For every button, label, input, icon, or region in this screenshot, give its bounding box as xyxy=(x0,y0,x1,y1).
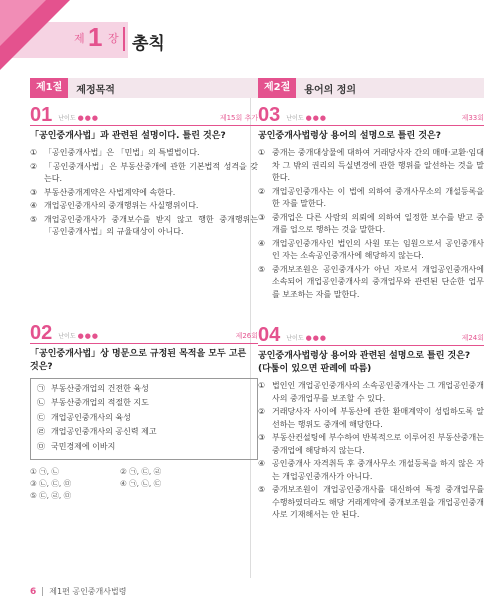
option-text: 개업공인중개사의 중개행위는 사실행위이다. xyxy=(44,201,199,210)
box-item-letter: ㉢ xyxy=(37,412,45,422)
box-item xyxy=(37,441,251,454)
box-item-text: 개업공인중개사의 육성 xyxy=(51,412,131,422)
option xyxy=(30,214,258,239)
chapter-title: 총칙 xyxy=(132,34,165,54)
option-number: ④ xyxy=(258,459,266,468)
option-text: 중개업은 다른 사람의 의뢰에 의하여 일정한 보수를 받고 중개를 업으로 행하는 것을 말한다. xyxy=(272,212,484,234)
box-item-text: 개업공인중개사의 공신력 제고 xyxy=(51,427,157,436)
option-text: 「공인중개사법」은 「민법」의 특별법이다. xyxy=(44,148,200,157)
question-header xyxy=(30,322,258,344)
spacer xyxy=(30,240,258,322)
difficulty-label: 난이도 xyxy=(286,335,304,342)
chapter-separator xyxy=(123,27,125,51)
question-text: 「공인중개사법」과 관련된 설명이다. 틀린 것은? xyxy=(30,131,226,141)
option xyxy=(258,380,484,405)
option xyxy=(30,147,258,160)
question-02 xyxy=(30,322,258,503)
option-text: 부동산컨설팅에 부수하여 반복적으로 이루어진 부동산중개는 중개업에 해당하지 않는다. xyxy=(272,433,484,455)
option-text: 개업공인중개사가 중개보수를 받지 않고 행한 중개행위는 「공인중개사법」의 규율대상이 아니다. xyxy=(44,214,258,236)
box-item xyxy=(37,397,251,410)
question-header xyxy=(258,104,484,126)
option-text: 공인중개사 자격취득 후 중개사무소 개설등록을 하지 않은 자는 개업공인중개사가 아니다. xyxy=(272,459,484,481)
box-item xyxy=(37,383,251,396)
answer-choice: ③ ㉡, ㉢, ㉤ xyxy=(30,479,72,488)
question-01 xyxy=(30,104,258,239)
question-text: 「공인중개사법」상 명문으로 규정된 목적을 모두 고른 것은? xyxy=(30,348,247,372)
question-number: 01 xyxy=(30,104,53,126)
option-number: ② xyxy=(30,161,38,171)
option xyxy=(30,187,258,200)
option-number: ⑤ xyxy=(258,485,266,494)
answer-choice: ① ㉠, ㉡ xyxy=(30,467,59,476)
answer-choice: ④ ㉠, ㉡, ㉢ xyxy=(120,479,162,488)
question-03 xyxy=(258,104,484,301)
option-text: 중개는 중개대상물에 대하여 거래당사자 간의 매매·교환·임대차 그 밖의 권리의 득실변경에 관한 행위를 알선하는 것을 말한다. xyxy=(272,148,484,182)
chapter-number: 1 xyxy=(88,22,103,52)
option xyxy=(258,484,484,522)
difficulty-label: 난이도 xyxy=(286,115,304,122)
option-text: 「공인중개사법」은 부동산중개에 관한 기본법적 성격을 갖는다. xyxy=(44,161,258,183)
option xyxy=(258,186,484,211)
difficulty-dots: ●●● xyxy=(77,114,99,122)
right-column xyxy=(258,78,484,523)
exam-reference: 제33회 xyxy=(461,114,484,122)
option-number: ① xyxy=(258,381,266,390)
section-tag: 제1절 xyxy=(30,78,68,98)
option xyxy=(258,212,484,237)
chapter-suffix: 장 xyxy=(108,32,119,45)
book-title: 제1편 공인중개사법령 xyxy=(49,587,127,596)
option-text: 중개보조원은 공인중개사가 아닌 자로서 개업공인중개사에 소속되어 개업공인중개사의 중개업무와 관련된 단순한 업무를 보조하는 자를 말한다. xyxy=(272,264,484,299)
exam-reference: 제24회 xyxy=(461,334,484,342)
box-item xyxy=(37,426,251,439)
answer-choice: ⑤ ㉢, ㉣, ㉤ xyxy=(30,491,72,500)
option-text: 개업공인중개사인 법인의 사원 또는 임원으로서 공인중개사인 자는 소속공인중개사에 해당하지 않는다. xyxy=(272,238,484,260)
answer-choice: ② ㉠, ㉢, ㉣ xyxy=(120,467,162,476)
option-number: ③ xyxy=(258,212,266,222)
option-text: 개업공인중개사는 이 법에 의하여 중개사무소의 개설등록을 한 자를 말한다. xyxy=(272,186,484,208)
question-number: 04 xyxy=(258,324,281,346)
difficulty-label: 난이도 xyxy=(58,332,76,340)
section-name: 제정목적 xyxy=(76,84,115,96)
difficulty-dots: ●●● xyxy=(77,331,99,340)
option-text: 부동산중개계약은 사법계약에 속한다. xyxy=(44,187,176,197)
spacer xyxy=(258,302,484,324)
option-number: ④ xyxy=(30,201,38,210)
left-column xyxy=(30,78,258,502)
header-white-panel xyxy=(128,22,500,58)
option-number: ③ xyxy=(30,187,38,197)
section-name: 용어의 정의 xyxy=(304,84,357,96)
option xyxy=(258,406,484,431)
difficulty-dots: ●●● xyxy=(305,334,327,342)
box-item-text: 부동산중개업의 적절한 지도 xyxy=(51,398,149,407)
exam-reference: 제15회 추가 xyxy=(219,114,258,122)
question-text: 공인중개사법령상 용어의 설명으로 틀린 것은? xyxy=(258,131,441,141)
option xyxy=(258,458,484,483)
difficulty-dots: ●●● xyxy=(305,114,327,122)
option-text: 중개보조원이 개업공인중개사를 대신하여 특정 중개업무를 수행하였더라도 해당 거래계약에 중개보조원을 개업공인중개사로 기재해서는 안 된다. xyxy=(272,485,484,519)
chapter-prefix: 제 xyxy=(74,32,85,45)
answer-row xyxy=(30,466,258,478)
header-triangle-accent xyxy=(0,0,46,46)
box-item-text: 국민경제에 이바지 xyxy=(51,441,116,451)
answer-row xyxy=(30,490,258,502)
option xyxy=(258,147,484,185)
box-item xyxy=(37,412,251,425)
question-number: 03 xyxy=(258,104,281,126)
question-header xyxy=(30,104,258,126)
question-text: 공인중개사법령상 용어와 관련된 설명으로 틀린 것은? (다툼이 있으면 판례에 따름) xyxy=(258,351,471,374)
option xyxy=(258,432,484,457)
page-footer xyxy=(30,586,126,597)
option-number: ⑤ xyxy=(258,264,266,274)
option xyxy=(258,264,484,302)
option-text: 법인인 개업공인중개사의 소속공인중개사는 그 개업공인중개사의 중개업무를 보조할 수 있다. xyxy=(272,381,484,403)
option xyxy=(30,161,258,186)
difficulty-label: 난이도 xyxy=(58,115,76,122)
option-number: ④ xyxy=(258,238,266,248)
option xyxy=(258,238,484,263)
box-item-letter: ㉠ xyxy=(37,383,45,393)
question-header xyxy=(258,324,484,346)
footer-separator xyxy=(42,587,43,596)
option-number: ③ xyxy=(258,433,266,442)
option-number: ① xyxy=(258,148,266,157)
choice-box xyxy=(30,378,258,461)
question-number: 02 xyxy=(30,321,53,344)
chapter-header xyxy=(0,0,500,64)
box-item-letter: ㉤ xyxy=(37,441,45,451)
option-text: 거래당사자 사이에 부동산에 관한 환매계약이 성립하도록 알선하는 행위도 중개에 해당한다. xyxy=(272,407,484,429)
box-item-letter: ㉡ xyxy=(37,398,45,407)
option-number: ② xyxy=(258,186,266,196)
option xyxy=(30,200,258,213)
section-bar xyxy=(258,78,484,98)
option-number: ② xyxy=(258,407,266,416)
page-number: 6 xyxy=(30,586,37,597)
section-bar xyxy=(30,78,258,98)
option-number: ⑤ xyxy=(30,214,38,224)
answer-row xyxy=(30,478,258,490)
section-tag: 제2절 xyxy=(258,78,296,98)
option-number: ① xyxy=(30,148,38,157)
box-item-letter: ㉣ xyxy=(37,427,45,436)
question-04 xyxy=(258,324,484,522)
box-item-text: 부동산중개업의 건전한 육성 xyxy=(51,383,149,393)
exam-reference: 제26회 xyxy=(235,331,258,340)
